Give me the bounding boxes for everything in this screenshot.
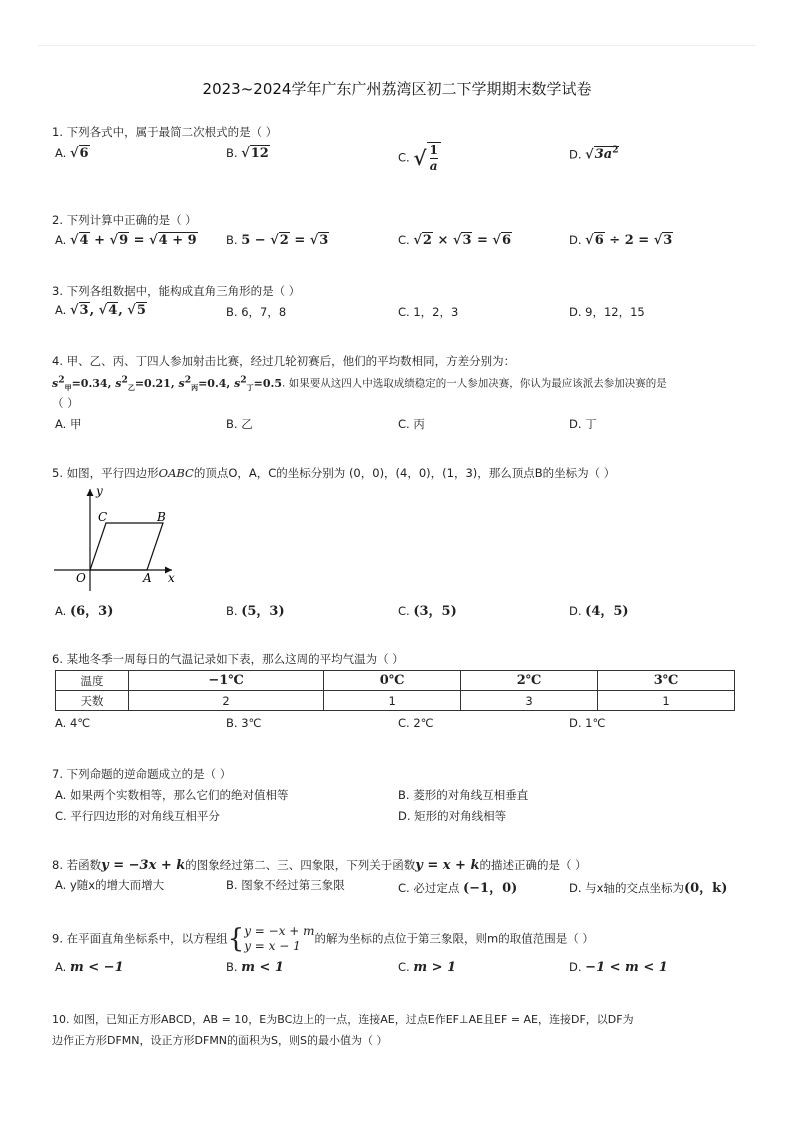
- q5-option-a: A. (6，3): [55, 604, 114, 619]
- table-cell: 3: [461, 691, 598, 711]
- header-rule: [38, 45, 756, 46]
- q7-option-d: D. 矩形的对角线相等: [398, 809, 507, 823]
- q4-option-a: A. 甲: [55, 417, 82, 431]
- q3-option-b: B. 6，7，8: [226, 305, 287, 319]
- q4-option-d: D. 丁: [569, 417, 597, 431]
- question-1-stem: 1. 下列各式中，属于最简二次根式的是（ ）: [52, 125, 278, 139]
- q6-option-b: B. 3℃: [226, 716, 262, 730]
- label-o: O: [76, 571, 86, 585]
- question-4-stem-line1: 4. 甲、乙、丙、丁四人参加射击比赛，经过几轮初赛后，他们的平均数相同，方差分别为：: [52, 354, 516, 368]
- label-c: C: [98, 510, 108, 524]
- q8-option-a: A. y随x的增大而增大: [55, 878, 165, 892]
- question-5-stem: 5. 如图，平行四边形OABC的顶点O，A，C的坐标分别为 (0，0)，(4，0)，(1，3)，那么顶点B的坐标为（ ）: [52, 466, 616, 480]
- q9-option-c: C. m > 1: [398, 960, 457, 975]
- q4-option-c: C. 丙: [398, 417, 425, 431]
- q8-option-d: D. 与x轴的交点坐标为(0，k): [569, 881, 728, 896]
- q3-option-c: C. 1，2，3: [398, 305, 459, 319]
- q7-option-a: A. 如果两个实数相等，那么它们的绝对值相等: [55, 788, 289, 802]
- q2-option-d: D. √6 ÷ 2 = √3: [569, 233, 673, 248]
- q9-option-d: D. −1 < m < 1: [569, 960, 668, 975]
- q7-option-c: C. 平行四边形的对角线互相平分: [55, 809, 220, 823]
- q1-option-c: C. √ $\frac{1}{a}$: [398, 142, 441, 174]
- q5-option-d: D. (4，5): [569, 604, 629, 619]
- q9-option-b: B. m < 1: [226, 960, 284, 975]
- q3-option-d: D. 9，12，15: [569, 305, 645, 319]
- question-4-stem-line3: （ ）: [52, 396, 79, 410]
- table-cell: 1: [598, 691, 735, 711]
- label-a: A: [143, 571, 152, 585]
- q6-option-c: C. 2℃: [398, 716, 434, 730]
- q4-option-b: B. 乙: [226, 417, 253, 431]
- q2-option-c: C. √2 × √3 = √6: [398, 233, 512, 248]
- parallelogram-figure: [50, 483, 190, 595]
- q5-option-b: B. (5，3): [226, 604, 285, 619]
- q9-option-a: A. m < −1: [55, 960, 124, 975]
- q3-option-a: A. √3, √4, √5: [55, 303, 146, 318]
- table-row: [56, 671, 735, 691]
- parallelogram-oabc: [90, 523, 163, 570]
- question-3-stem: 3. 下列各组数据中，能构成直角三角形的是（ ）: [52, 284, 301, 298]
- label-y: y: [96, 484, 103, 498]
- question-7-stem: 7. 下列命题的逆命题成立的是（ ）: [52, 767, 232, 781]
- question-2-stem: 2. 下列计算中正确的是（ ）: [52, 213, 197, 227]
- table-cell: 1: [324, 691, 461, 711]
- table-cell: 温度: [56, 671, 129, 691]
- q8-option-b: B. 图象不经过第三象限: [226, 878, 345, 892]
- temperature-table: [55, 670, 735, 711]
- q8-option-c: C. 必过定点 (−1，0): [398, 881, 518, 896]
- table-cell: 2: [129, 691, 324, 711]
- question-6-stem: 6. 某地冬季一周每日的气温记录如下表，那么这周的平均气温为（ ）: [52, 652, 404, 666]
- q1-option-a: A. √6: [55, 146, 89, 161]
- q5-option-c: C. (3，5): [398, 604, 457, 619]
- table-cell: 2℃: [461, 671, 598, 691]
- equation-system: y = −x + m y = x − 1: [244, 924, 315, 953]
- question-8-stem: 8. 若函数y = −3x + k的图象经过第二、三、四象限，下列关于函数y = x + k的描述正确的是（ ）: [52, 858, 587, 873]
- table-cell: 天数: [56, 691, 129, 711]
- q2-option-a: A. √4 + √9 = √4 + 9: [55, 233, 197, 248]
- table-row: [56, 691, 735, 711]
- q2-option-b: B. 5 − √2 = √3: [226, 233, 329, 248]
- q6-option-a: A. 4℃: [55, 716, 91, 730]
- label-x: x: [168, 571, 175, 585]
- question-10-stem-line2: 边作正方形DFMN，设正方形DFMN的面积为S，则S的最小值为（ ）: [52, 1034, 388, 1047]
- question-10-stem-line1: 10. 如图，已知正方形ABCD，AB = 10，E为BC边上的一点，连接AE，过点E作EF⊥AE且EF = AE，连接DF，以DF为: [52, 1013, 634, 1026]
- label-b: B: [157, 510, 166, 524]
- q7-option-b: B. 菱形的对角线互相垂直: [398, 788, 529, 802]
- q1-option-b: B. √12: [226, 146, 269, 161]
- q1-option-d: D. $√3a^2$: [569, 146, 619, 163]
- q6-option-d: D. 1℃: [569, 716, 606, 730]
- question-4-stem-line2: $s^2_甲=0.34$, $s^2_乙=0.21$, $s^2_丙=0.4$, $s^2_丁=0.5$. 如果要从这四人中选取成绩稳定的一人参加决赛，你认为最应该派去参加决赛的是: [52, 374, 667, 392]
- table-cell: 0℃: [324, 671, 461, 691]
- page-title: 2023~2024学年广东广州荔湾区初二下学期期末数学试卷: [202, 80, 592, 98]
- table-cell: 3℃: [598, 671, 735, 691]
- question-9-stem: 9. 在平面直角坐标系中，以方程组{ y = −x + m y = x − 1 的解为坐标的点位于第三象限，则m的取值范围是（ ）: [52, 924, 594, 954]
- table-cell: −1℃: [129, 671, 324, 691]
